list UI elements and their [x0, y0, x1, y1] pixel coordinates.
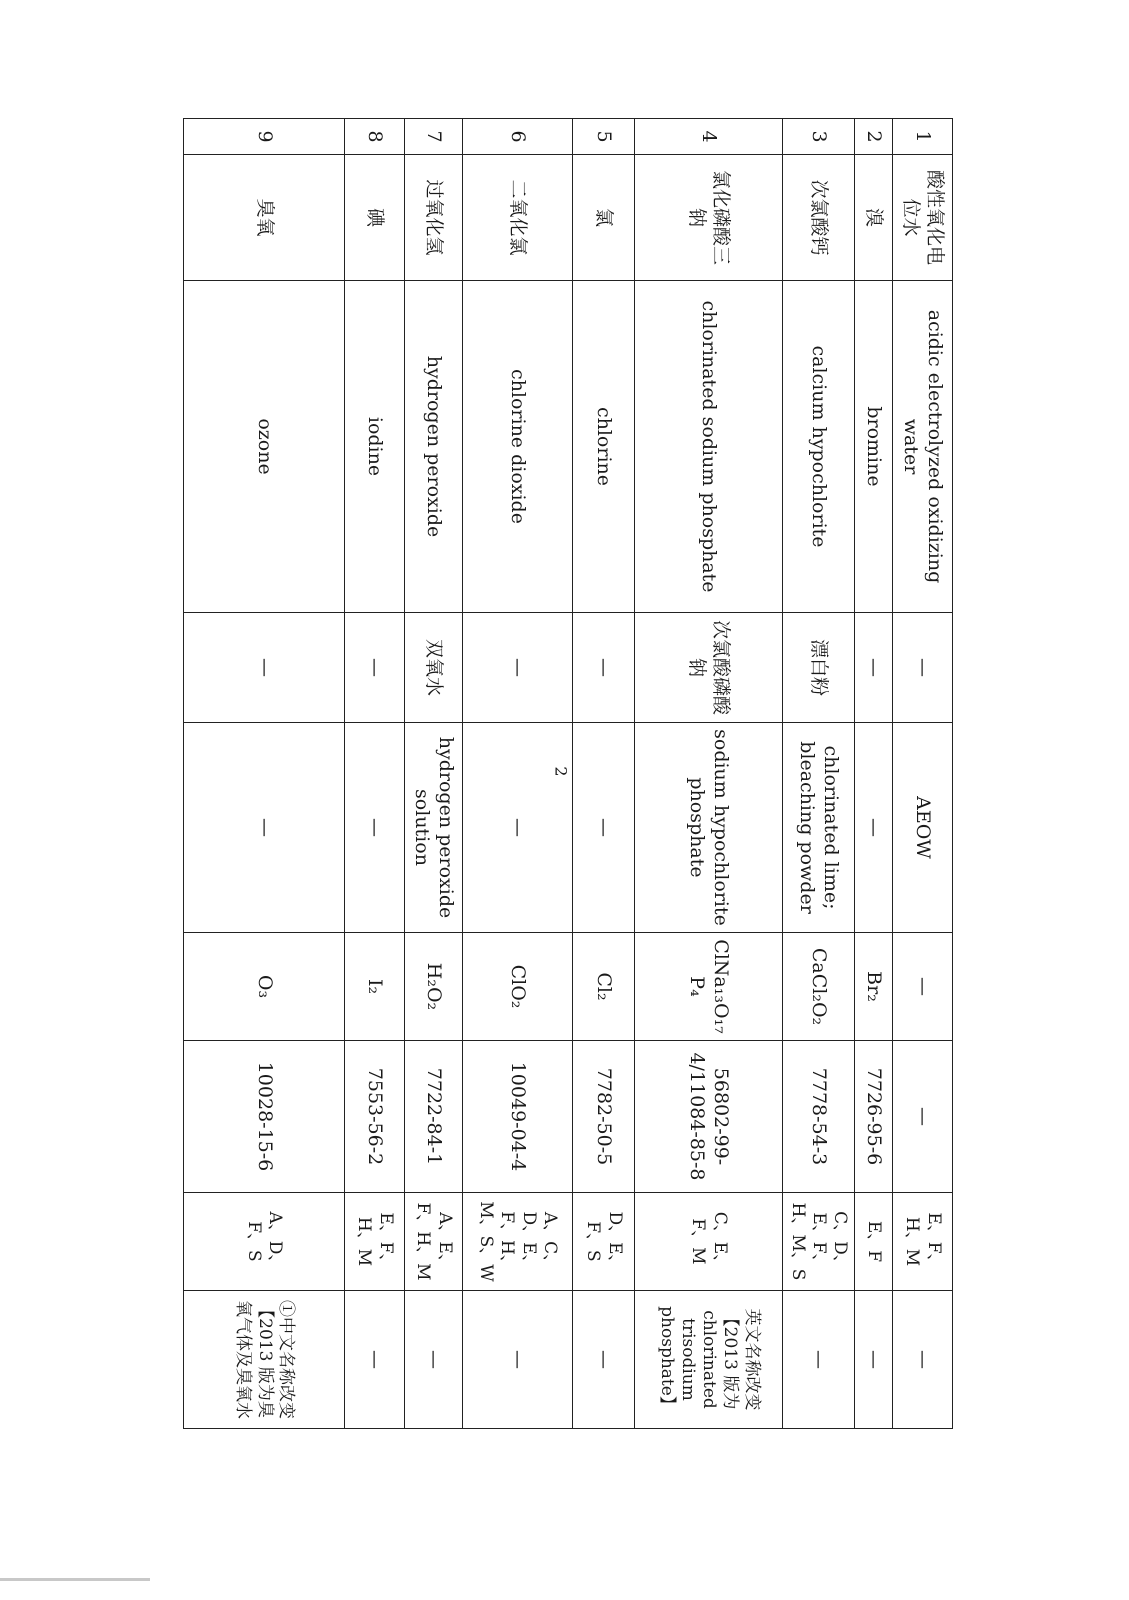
notes: 英文名称改变【2013 版为 chlorinated trisodium phosphate】 [635, 1291, 783, 1429]
food-categories: E、F、H、M [893, 1193, 953, 1291]
table-row [573, 119, 635, 1429]
notes: — [573, 1291, 635, 1429]
cn-alias: — [463, 613, 573, 723]
cas-number: — [893, 1041, 953, 1193]
formula: I₂ [345, 933, 405, 1041]
food-categories: A、E、F、H、M [405, 1193, 463, 1291]
food-categories: C、D、E、F、H、M、S [783, 1193, 855, 1291]
food-categories: E、F、H、M [345, 1193, 405, 1291]
cas-number: 7722-84-1 [405, 1041, 463, 1193]
food-categories: C、E、F、M [635, 1193, 783, 1291]
formula: Cl₂ [573, 933, 635, 1041]
formula: — [893, 933, 953, 1041]
cn-alias: — [573, 613, 635, 723]
row-number: 4 [635, 119, 783, 155]
en-name: bromine [855, 281, 893, 613]
en-alias: — [573, 723, 635, 933]
notes: — [783, 1291, 855, 1429]
en-alias: — [184, 723, 345, 933]
en-alias: — [855, 723, 893, 933]
formula: ClO₂ [463, 933, 573, 1041]
formula: ClNa₁₃O₁₇P₄ [635, 933, 783, 1041]
table-row [855, 119, 893, 1429]
food-categories: D、E、F、S [573, 1193, 635, 1291]
cas-number: 7726-95-6 [855, 1041, 893, 1193]
formula: Br₂ [855, 933, 893, 1041]
formula: H₂O₂ [405, 933, 463, 1041]
row-number: 8 [345, 119, 405, 155]
table-row [635, 119, 783, 1429]
en-name: chlorine dioxide [463, 281, 573, 613]
en-name: iodine [345, 281, 405, 613]
en-name: hydrogen peroxide [405, 281, 463, 613]
cas-number: 10028-15-6 [184, 1041, 345, 1193]
cas-number: 7778-54-3 [783, 1041, 855, 1193]
table-row [783, 119, 855, 1429]
cn-alias: — [855, 613, 893, 723]
cn-alias: — [184, 613, 345, 723]
cn-name: 二氧化氯 [463, 155, 573, 281]
row-number: 6 [463, 119, 573, 155]
formula: O₃ [184, 933, 345, 1041]
table-row [345, 119, 405, 1429]
cn-name: 碘 [345, 155, 405, 281]
cn-name: 氯化磷酸三钠 [635, 155, 783, 281]
cn-name: 酸性氧化电位水 [893, 155, 953, 281]
en-alias: — [345, 723, 405, 933]
food-categories: A、C、D、E、F、H、M、S、W [463, 1193, 573, 1291]
cn-name: 次氯酸钙 [783, 155, 855, 281]
formula: CaCl₂O₂ [783, 933, 855, 1041]
cn-name: 臭氧 [184, 155, 345, 281]
cn-alias: 次氯酸磷酸钠 [635, 613, 783, 723]
en-name: chlorinated sodium phosphate [635, 281, 783, 613]
row-number: 1 [893, 119, 953, 155]
food-categories: E、F [855, 1193, 893, 1291]
notes: ①中文名称改变【2013 版为臭氧气体及臭氧水 [184, 1291, 345, 1429]
notes: — [893, 1291, 953, 1429]
notes: — [463, 1291, 573, 1429]
food-categories: A、D、F、S [184, 1193, 345, 1291]
en-alias: AEOW [893, 723, 953, 933]
row-number: 7 [405, 119, 463, 155]
notes: — [345, 1291, 405, 1429]
cn-name: 溴 [855, 155, 893, 281]
cn-name: 过氧化氢 [405, 155, 463, 281]
table-row [405, 119, 463, 1429]
row-number: 2 [855, 119, 893, 155]
en-alias: — [463, 723, 573, 933]
row-number: 3 [783, 119, 855, 155]
cn-alias: — [893, 613, 953, 723]
en-name: acidic electrolyzed oxidizing water [893, 281, 953, 613]
table-row [184, 119, 345, 1429]
page-number: 2 [551, 766, 571, 777]
cn-alias: 漂白粉 [783, 613, 855, 723]
scan-edge-mark [0, 1578, 150, 1581]
en-alias: chlorinated lime; bleaching powder [783, 723, 855, 933]
cas-number: 56802-99-4/11084-85-8 [635, 1041, 783, 1193]
table-row [893, 119, 953, 1429]
en-name: ozone [184, 281, 345, 613]
row-number: 5 [573, 119, 635, 155]
cas-number: 10049-04-4 [463, 1041, 573, 1193]
cas-number: 7782-50-5 [573, 1041, 635, 1193]
en-name: chlorine [573, 281, 635, 613]
cn-name: 氯 [573, 155, 635, 281]
cn-alias: — [345, 613, 405, 723]
cas-number: 7553-56-2 [345, 1041, 405, 1193]
cn-alias: 双氧水 [405, 613, 463, 723]
row-number: 9 [184, 119, 345, 155]
en-name: calcium hypochlorite [783, 281, 855, 613]
en-alias: hydrogen peroxide solution [405, 723, 463, 933]
notes: — [855, 1291, 893, 1429]
notes: — [405, 1291, 463, 1429]
en-alias: sodium hypochlorite phosphate [635, 723, 783, 933]
